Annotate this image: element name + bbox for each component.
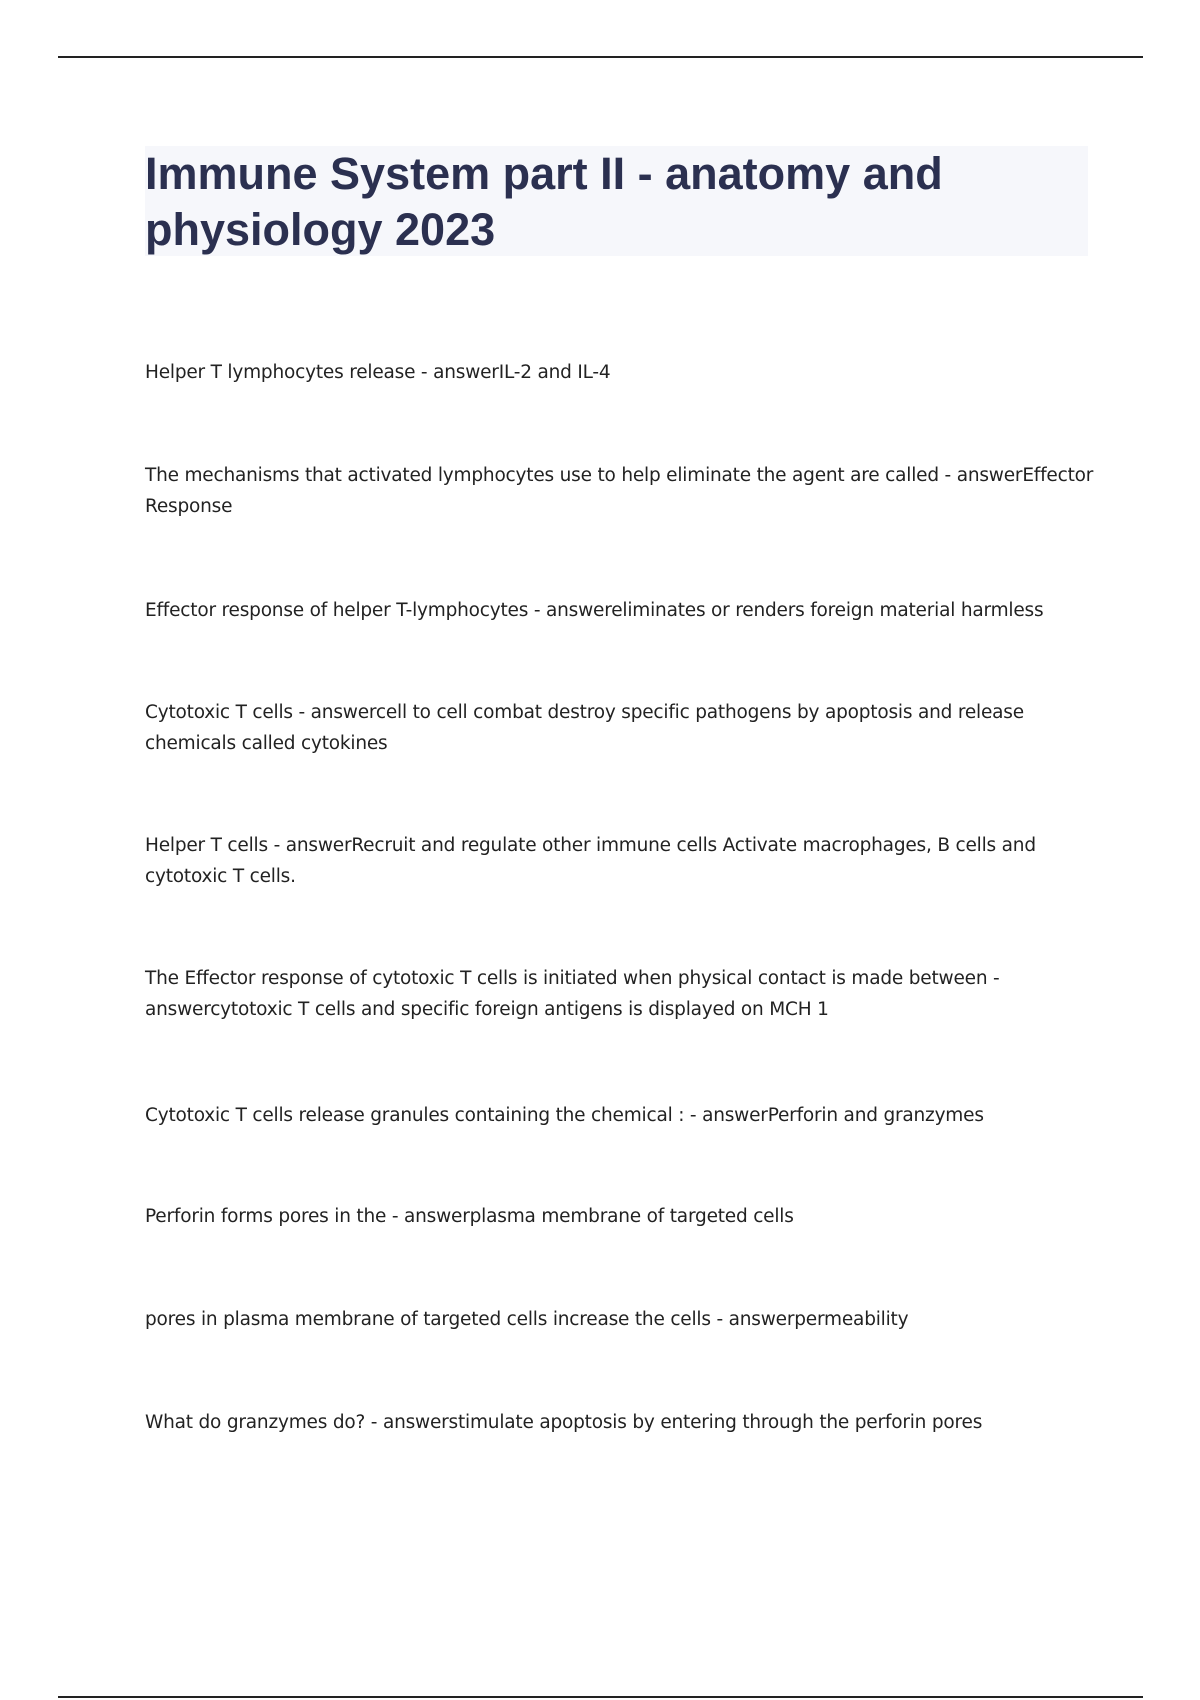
qa-item: The Effector response of cytotoxic T cells is initiated when physical contact is made between - answercytotoxic T cells and specific foreign antigens is displayed on MCH 1 [145,968,1000,1020]
top-divider [58,56,1143,58]
qa-item: Perforin forms pores in the - answerplasma membrane of targeted cells [145,1206,794,1227]
title-banner [145,146,1088,256]
bottom-divider [58,1696,1143,1698]
qa-item: The mechanisms that activated lymphocytes use to help eliminate the agent are called - answerEffector Response [145,465,1094,517]
qa-item: Helper T lymphocytes release - answerIL-2 and IL-4 [145,362,611,383]
qa-item: Cytotoxic T cells release granules containing the chemical : - answerPerforin and granzymes [145,1105,984,1126]
qa-item: Cytotoxic T cells - answercell to cell combat destroy specific pathogens by apoptosis and release chemicals called cytokines [145,702,1024,754]
qa-item: pores in plasma membrane of targeted cells increase the cells - answerpermeability [145,1309,909,1330]
qa-item: Effector response of helper T-lymphocytes - answereliminates or renders foreign material harmless [145,600,1044,621]
qa-item: What do granzymes do? - answerstimulate apoptosis by entering through the perforin pores [145,1412,983,1433]
qa-item: Helper T cells - answerRecruit and regulate other immune cells Activate macrophages, B cells and cytotoxic T cells. [145,835,1036,887]
document-title: Immune System part II - anatomy and physiology 2023 [145,148,943,255]
